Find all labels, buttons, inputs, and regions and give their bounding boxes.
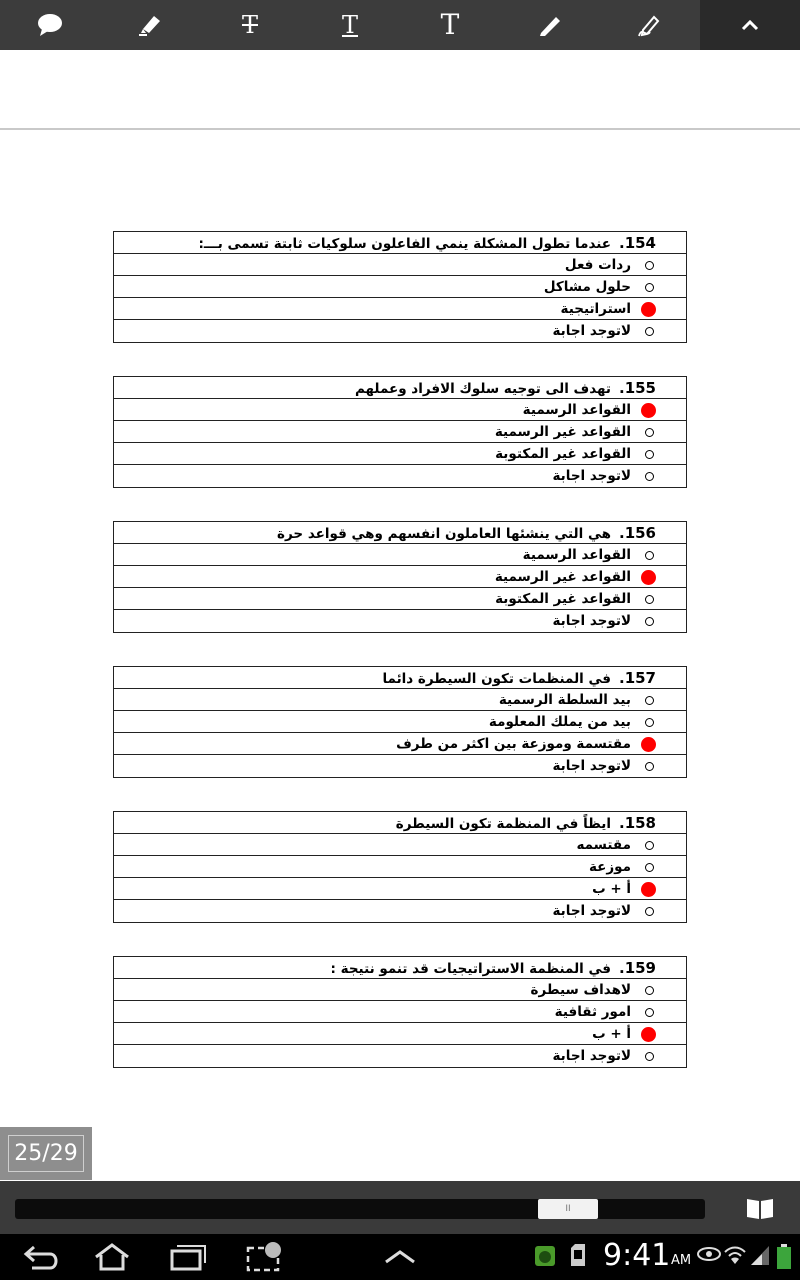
answer-option[interactable]	[114, 566, 686, 588]
option-bullet-icon	[645, 718, 654, 727]
underline-tool-button[interactable]	[300, 0, 400, 50]
option-text: لاهداف سيطرة	[530, 982, 631, 998]
selected-answer-mark	[641, 737, 656, 752]
answer-option[interactable]	[114, 276, 686, 298]
sd-card-icon	[570, 1244, 586, 1266]
selected-answer-mark	[641, 882, 656, 897]
option-bullet-icon	[645, 450, 654, 459]
option-bullet-icon	[645, 472, 654, 481]
answer-option[interactable]	[114, 421, 686, 443]
wifi-icon	[723, 1244, 747, 1266]
option-text: القواعد غير المكتوبة	[495, 591, 631, 607]
option-text: لاتوجد اجابة	[552, 903, 631, 919]
answer-option[interactable]	[114, 399, 686, 421]
option-text: بيد السلطة الرسمية	[498, 692, 631, 708]
option-bullet-icon	[645, 863, 654, 872]
answer-option[interactable]	[114, 610, 686, 632]
option-bullet-icon	[645, 841, 654, 850]
answer-option[interactable]	[114, 1023, 686, 1045]
answer-option[interactable]	[114, 254, 686, 276]
question-header	[114, 377, 686, 399]
signal-icon	[750, 1244, 770, 1266]
question-text: عندما تطول المشكلة ينمي الفاعلون سلوكيات ثابتة تسمى بـــ:	[198, 236, 611, 252]
option-bullet-icon	[645, 595, 654, 604]
collapse-icon	[740, 18, 760, 32]
question-number: 157.	[618, 669, 656, 687]
page-indicator	[0, 1127, 92, 1180]
question-text: تهدف الى توجيه سلوك الافراد وعملهم	[354, 381, 611, 397]
underline-text-icon: T	[341, 11, 358, 39]
answer-option[interactable]	[114, 298, 686, 320]
battery-icon	[776, 1244, 792, 1270]
option-text: القواعد غير الرسمية	[494, 569, 631, 585]
option-text: امور ثقافية	[554, 1004, 631, 1020]
option-bullet-icon	[645, 1008, 654, 1017]
option-text: لاتوجد اجابة	[552, 613, 631, 629]
option-bullet-icon	[645, 551, 654, 560]
system-bar	[0, 1234, 800, 1280]
question-text: في المنظمات تكون السيطرة دائما	[382, 671, 611, 687]
option-text: حلول مشاكل	[543, 279, 631, 295]
option-bullet-icon	[645, 762, 654, 771]
page-number-display	[8, 1135, 84, 1172]
answer-option[interactable]	[114, 711, 686, 733]
signature-icon	[636, 12, 664, 38]
option-bullet-icon	[645, 428, 654, 437]
answer-option[interactable]	[114, 588, 686, 610]
option-text: القواعد غير الرسمية	[494, 424, 631, 440]
eye-icon	[697, 1244, 721, 1264]
question-header	[114, 667, 686, 689]
question-text: في المنظمة الاستراتيجيات قد تنمو نتيجة :	[330, 961, 611, 977]
menu-up-icon[interactable]	[378, 1242, 422, 1272]
book-icon[interactable]	[745, 1195, 775, 1221]
question-text: هي التي ينشئها العاملون انفسهم وهي قواعد حرة	[277, 526, 611, 542]
screenshot-icon[interactable]	[244, 1242, 288, 1272]
option-text: مقتسمه	[576, 837, 631, 853]
option-text: أ + ب	[592, 881, 631, 897]
option-text: موزعة	[588, 859, 631, 875]
answer-option[interactable]	[114, 733, 686, 755]
option-bullet-icon	[645, 907, 654, 916]
option-text: مقتسمة وموزعة بين اكثر من طرف	[396, 736, 631, 752]
highlight-tool-button[interactable]	[100, 0, 200, 50]
option-bullet-icon	[645, 986, 654, 995]
pen-icon	[537, 13, 563, 37]
answer-option[interactable]	[114, 979, 686, 1001]
reading-bar	[0, 1181, 800, 1234]
current-page: 25	[14, 1141, 43, 1166]
pen-tool-button[interactable]	[500, 0, 600, 50]
home-icon[interactable]	[90, 1242, 134, 1272]
option-text: القواعد الرسمية	[522, 402, 631, 418]
android-notification-icon	[533, 1244, 557, 1268]
option-bullet-icon	[645, 617, 654, 626]
question-table	[113, 811, 687, 923]
question-header	[114, 957, 686, 979]
selected-answer-mark	[641, 1027, 656, 1042]
page-seek-thumb[interactable]: II	[538, 1199, 598, 1219]
option-text: ردات فعل	[564, 257, 631, 273]
question-number: 155.	[618, 379, 656, 397]
question-number: 158.	[618, 814, 656, 832]
question-header	[114, 522, 686, 544]
question-table	[113, 231, 687, 343]
option-text: استراتيجية	[560, 301, 631, 317]
option-bullet-icon	[645, 283, 654, 292]
question-number: 156.	[618, 524, 656, 542]
option-text: بيد من يملك المعلومة	[488, 714, 631, 730]
answer-option[interactable]	[114, 544, 686, 566]
answer-option[interactable]	[114, 755, 686, 777]
option-text: لاتوجد اجابة	[552, 468, 631, 484]
option-bullet-icon	[645, 1052, 654, 1061]
annotation-toolbar	[0, 0, 800, 50]
question-table	[113, 956, 687, 1068]
selected-answer-mark	[641, 302, 656, 317]
question-number: 154.	[618, 234, 656, 252]
answer-option[interactable]	[114, 689, 686, 711]
strikethrough-tool-button[interactable]	[200, 0, 300, 50]
text-tool-button[interactable]	[400, 0, 500, 50]
answer-option[interactable]	[114, 878, 686, 900]
answer-option[interactable]	[114, 320, 686, 342]
question-text: ايظاً في المنظمة تكون السيطرة	[395, 816, 611, 832]
document-page	[0, 132, 800, 1122]
collapse-toolbar-button[interactable]	[700, 0, 800, 50]
clock-ampm: AM	[671, 1253, 692, 1268]
answer-option[interactable]	[114, 900, 686, 922]
comment-icon	[37, 13, 63, 37]
question-header	[114, 232, 686, 254]
option-text: لاتوجد اجابة	[552, 1048, 631, 1064]
option-text: لاتوجد اجابة	[552, 323, 631, 339]
page-seek-track[interactable]	[15, 1199, 705, 1219]
answer-option[interactable]	[114, 856, 686, 878]
selected-answer-mark	[641, 570, 656, 585]
option-text: لاتوجد اجابة	[552, 758, 631, 774]
question-table	[113, 376, 687, 488]
signature-tool-button[interactable]	[600, 0, 700, 50]
recent-apps-icon[interactable]	[166, 1242, 210, 1272]
option-text: القواعد الرسمية	[522, 547, 631, 563]
option-bullet-icon	[645, 696, 654, 705]
clock: 9:41	[603, 1238, 671, 1273]
answer-option[interactable]	[114, 443, 686, 465]
comment-tool-button[interactable]	[0, 0, 100, 50]
answer-option[interactable]	[114, 465, 686, 487]
option-bullet-icon	[645, 327, 654, 336]
total-pages: /29	[42, 1141, 78, 1166]
answer-option[interactable]	[114, 1045, 686, 1067]
answer-option[interactable]	[114, 1001, 686, 1023]
question-table	[113, 666, 687, 778]
question-table	[113, 521, 687, 633]
option-text: القواعد غير المكتوبة	[495, 446, 631, 462]
text-icon: T	[440, 8, 460, 41]
option-text: أ + ب	[592, 1026, 631, 1042]
answer-option[interactable]	[114, 834, 686, 856]
back-icon[interactable]	[18, 1242, 62, 1272]
strikethrough-text-icon: T	[241, 11, 258, 39]
question-number: 159.	[618, 959, 656, 977]
option-bullet-icon	[645, 261, 654, 270]
question-header	[114, 812, 686, 834]
highlighter-icon	[137, 13, 163, 37]
selected-answer-mark	[641, 403, 656, 418]
